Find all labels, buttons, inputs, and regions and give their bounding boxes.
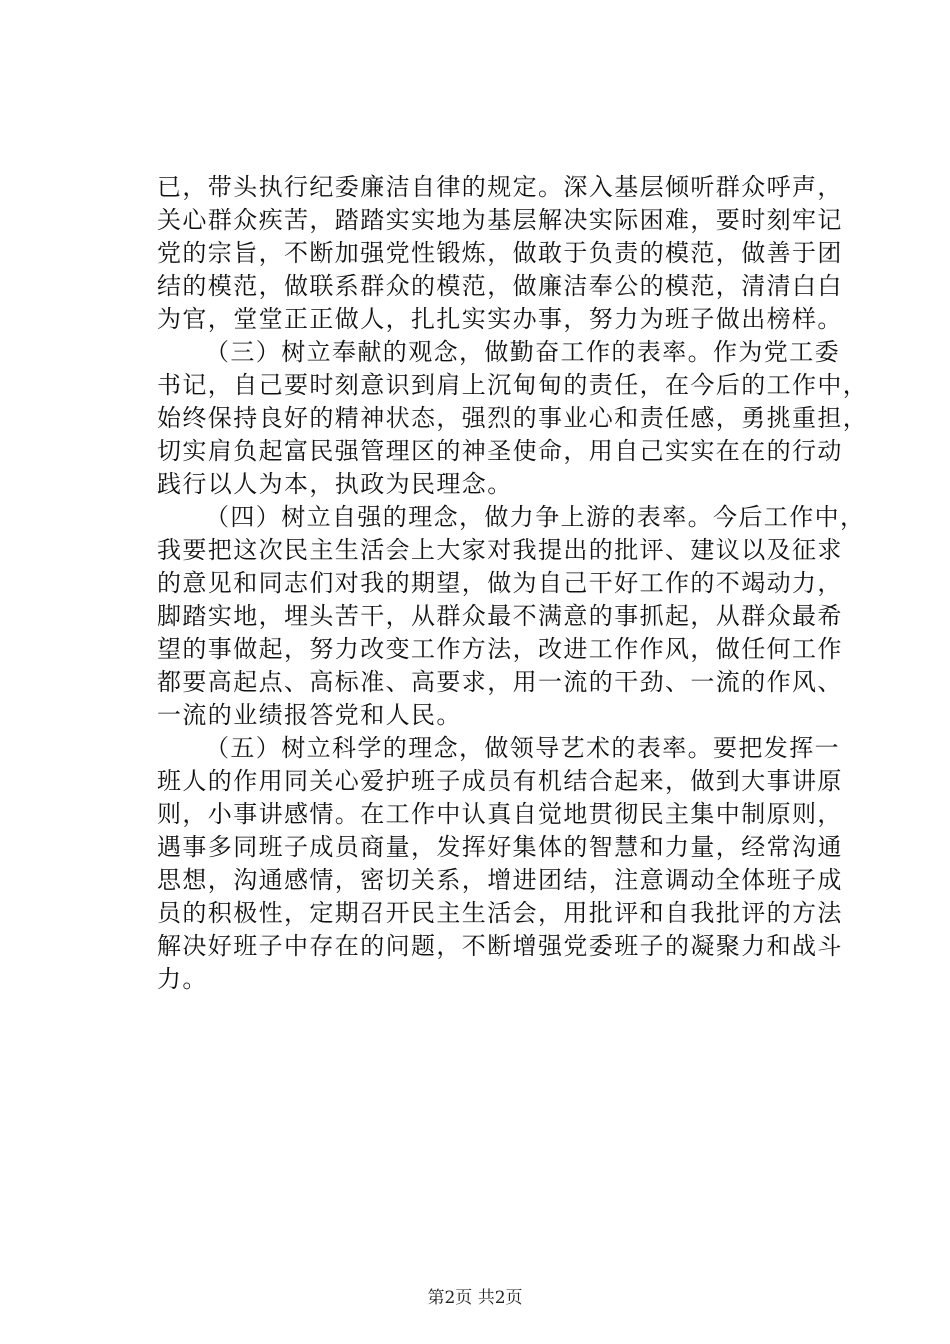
paragraph-section-3 [157,336,869,501]
text-line: 思想，沟通感情，密切关系，增进团结，注意调动全体班子成 [157,866,843,894]
text-line: 关心群众疾苦，踏踏实实地为基层解决实际困难，要时刻牢记 [157,206,843,234]
text-line: 一流的业绩报答党和人民。 [157,701,462,729]
text-line: （三）树立奉献的观念，做勤奋工作的表率。作为党工委 [205,338,840,366]
text-line: 我要把这次民主生活会上大家对我提出的批评、建议以及征求 [157,536,843,564]
text-line: 脚踏实地，埋头苦干，从群众最不满意的事抓起，从群众最希 [157,602,843,630]
text-line: 党的宗旨，不断加强党性锻炼，做敢于负责的模范，做善于团 [157,239,843,267]
text-line: 解决好班子中存在的问题，不断增强党委班子的凝聚力和战斗 [157,932,843,960]
document-body [157,171,869,996]
text-line: 始终保持良好的精神状态，强烈的事业心和责任感，勇挑重担， [157,404,869,432]
text-line: （五）树立科学的理念，做领导艺术的表率。要把发挥一 [205,734,840,762]
page-number-footer: 第2页 共2页 [427,1288,523,1308]
paragraph-continuation [157,171,843,336]
text-line: 都要高起点、高标准、高要求，用一流的干劲、一流的作风、 [157,668,843,696]
text-line: 遇事多同班子成员商量，发挥好集体的智慧和力量，经常沟通 [157,833,843,861]
text-line: 则，小事讲感情。在工作中认真自觉地贯彻民主集中制原则， [157,800,843,828]
text-line: 为官，堂堂正正做人，扎扎实实办事，努力为班子做出榜样。 [157,305,843,333]
paragraph-section-5 [157,732,843,996]
text-line: 结的模范，做联系群众的模范，做廉洁奉公的模范，清清白白 [157,272,843,300]
paragraph-section-4 [157,501,866,732]
text-line: 书记，自己要时刻意识到肩上沉甸甸的责任，在今后的工作中， [157,371,869,399]
text-line: 望的事做起，努力改变工作方法，改进工作作风，做任何工作 [157,635,843,663]
text-line: 切实肩负起富民强管理区的神圣使命，用自己实实在在的行动 [157,437,843,465]
text-line: 员的积极性，定期召开民主生活会，用批评和自我批评的方法 [157,899,843,927]
text-line: 践行以人为本，执政为民理念。 [157,470,513,498]
text-line: （四）树立自强的理念，做力争上游的表率。今后工作中， [205,503,866,531]
text-line: 班人的作用同关心爱护班子成员有机结合起来，做到大事讲原 [157,767,843,795]
text-line: 的意见和同志们对我的期望，做为自己干好工作的不竭动力， [157,569,843,597]
text-line: 已，带头执行纪委廉洁自律的规定。深入基层倾听群众呼声， [157,173,843,201]
text-line: 力。 [157,965,208,993]
